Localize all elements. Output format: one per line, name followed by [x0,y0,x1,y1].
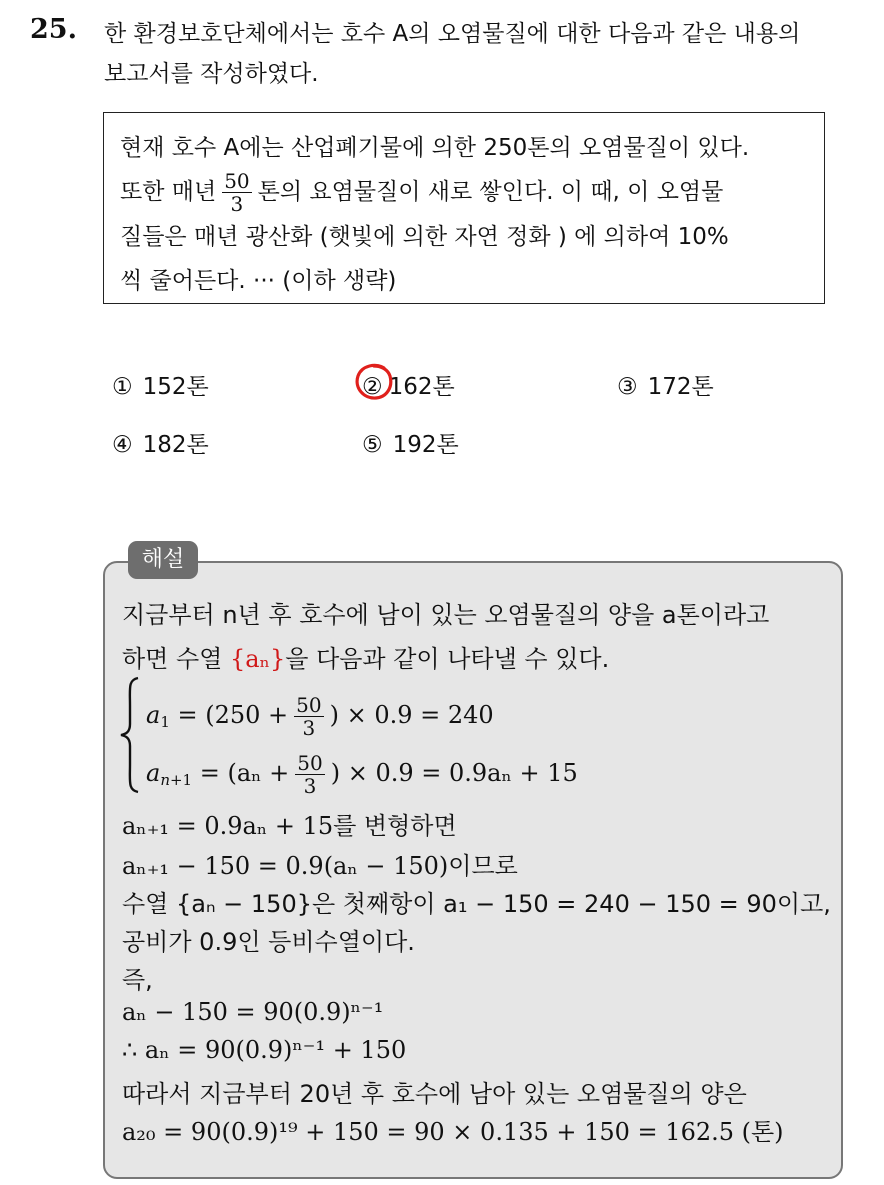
solution-line-6: aₙ₊₁ − 150 = 0.9(aₙ − 150)이므로 [122,852,518,880]
equation-1 [146,694,494,739]
choice-3[interactable] [617,368,714,401]
solution-line-2 [122,639,609,674]
report-line-1: 현재 호수 A에는 산업폐기물에 의한 250톤의 오염물질이 있다. [120,135,750,161]
choice-1-text: 152톤 [142,374,209,400]
solution-line-2a: 하면 수열 [122,645,223,673]
question-line-1: 한 환경보호단체에서는 호수 A의 오염물질에 대한 다음과 같은 내용의 [104,21,801,47]
solution-line-12: 따라서 지금부터 20년 후 호수에 남아 있는 오염물질의 양은 [122,1080,747,1108]
report-line-2-post: 톤의 요염물질이 새로 쌓인다. 이 때, 이 오염물 [257,179,724,205]
eq1-fraction [294,694,323,739]
question-number: 25. [30,14,77,45]
choice-5[interactable] [362,426,459,459]
answer-circle-icon [354,362,396,402]
choice-4[interactable] [112,426,209,459]
choice-1-mark: ① [112,374,133,400]
eq2-fraction-num: 50 [297,751,323,775]
choice-2-text: 162톤 [388,374,455,400]
eq2-fraction-den: 3 [303,774,317,798]
eq1-part-b: ) × 0.9 = 240 [329,701,494,729]
report-fraction [222,170,251,215]
choice-5-mark: ⑤ [362,432,383,458]
choice-4-mark: ④ [112,432,133,458]
solution-line-1: 지금부터 n년 후 호수에 남이 있는 오염물질의 양을 a톤이라고 [122,601,770,629]
report-text [120,126,820,303]
choice-4-text: 182톤 [142,432,209,458]
choice-1[interactable] [112,368,209,401]
report-fraction-num: 50 [224,169,250,193]
solution-line-10: aₙ − 150 = 90(0.9)ⁿ⁻¹ [122,998,384,1026]
choice-3-mark: ③ [617,374,638,400]
report-line-2 [120,170,820,215]
solution-line-8: 공비가 0.9인 등비수열이다. [122,928,415,956]
eq2-lhs: $a_{n+1}$ [146,759,193,789]
eq1-part-a: = (250 + [177,701,289,729]
question-line-2: 보고서를 작성하였다. [104,61,319,87]
choice-5-text: 192톤 [392,432,459,458]
eq1-lhs: $a_1$ [146,701,170,731]
solution-line-13: a₂₀ = 90(0.9)¹⁹ + 150 = 90 × 0.135 + 150 = 162.5 (톤) [122,1118,784,1146]
report-line-2-pre: 또한 매년 [120,179,217,205]
left-brace-icon [118,676,142,794]
choice-2-mark: ② [362,374,383,400]
report-line-3: 질들은 매년 광산화 (햇빛에 의한 자연 정화 ) 에 의하여 10% [120,224,729,250]
question-text [104,14,864,94]
solution-line-7: 수열 {aₙ − 150}은 첫째항이 a₁ − 150 = 240 − 150 = 90이고, [122,890,831,918]
solution-line-9: 즉, [122,966,153,994]
sequence-label: {aₙ} [230,645,286,673]
solution-line-11: ∴ aₙ = 90(0.9)ⁿ⁻¹ + 150 [122,1036,407,1064]
eq1-fraction-den: 3 [302,716,316,740]
eq2-part-b: ) × 0.9 = 0.9aₙ + 15 [330,759,578,787]
eq1-fraction-num: 50 [296,693,322,717]
equation-2 [146,752,578,797]
solution-line-2b: 을 다음과 같이 나타낼 수 있다. [285,645,610,673]
eq2-part-a: = (aₙ + [199,759,290,787]
solution-line-5: aₙ₊₁ = 0.9aₙ + 15를 변형하면 [122,812,457,840]
report-line-4: 씩 줄어든다. ··· (이하 생략) [120,268,397,294]
solution-tab: 해설 [128,541,198,579]
eq2-fraction [295,752,324,797]
report-fraction-den: 3 [230,192,244,216]
choice-3-text: 172톤 [647,374,714,400]
